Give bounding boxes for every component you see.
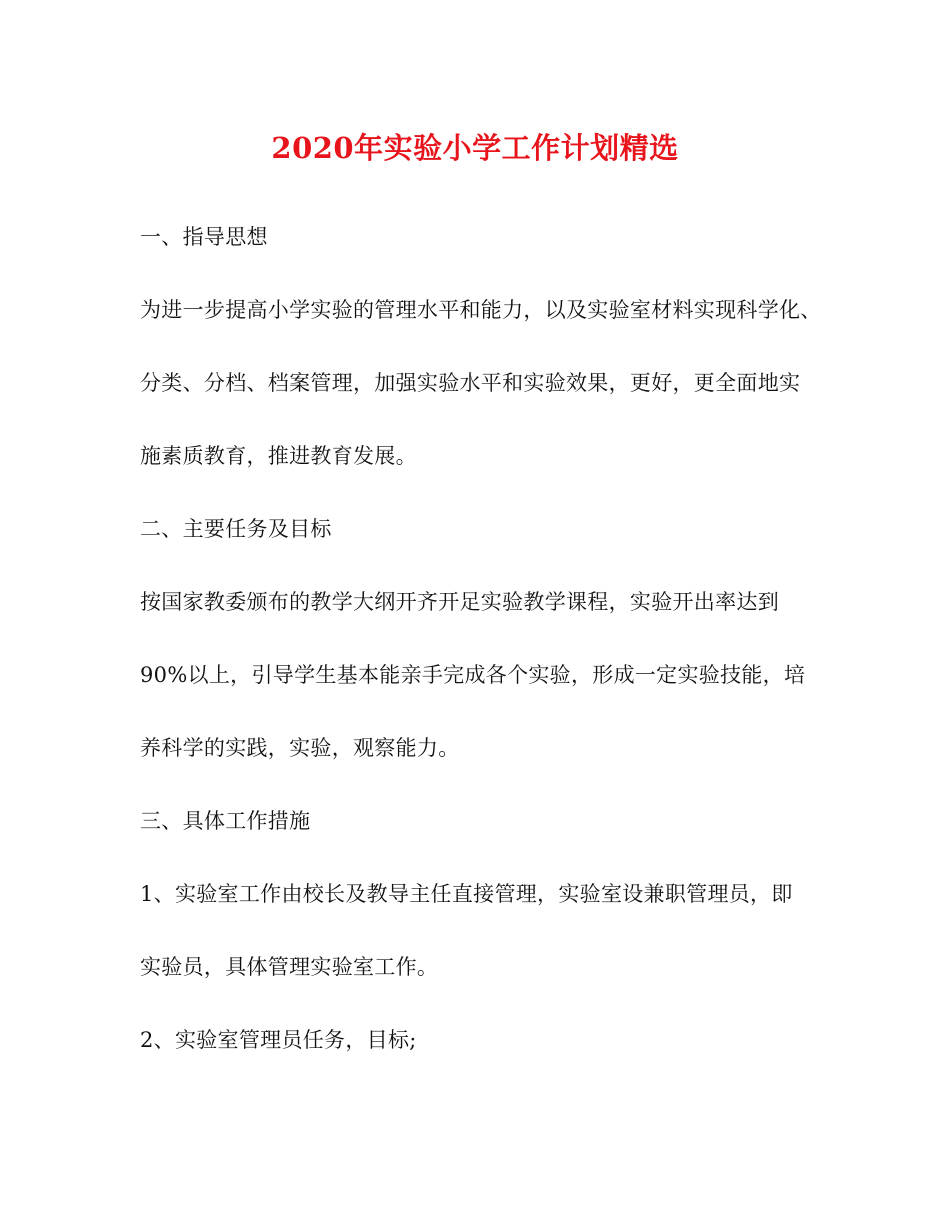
paragraph-line: 90%以上，引导学生基本能亲手完成各个实验，形成一定实验技能，培: [140, 663, 806, 687]
paragraph-line: 1、实验室工作由校长及教导主任直接管理，实验室设兼职管理员，即: [140, 882, 793, 906]
paragraph-line: 实验员，具体管理实验室工作。: [140, 955, 439, 979]
paragraph-line: 2、实验室管理员任务，目标;: [140, 1028, 417, 1052]
paragraph-line: 按国家教委颁布的教学大纲开齐开足实验教学课程，实验开出率达到: [140, 590, 779, 614]
paragraph-line: 养科学的实践，实验，观察能力。: [140, 736, 460, 760]
paragraph-line: 为进一步提高小学实验的管理水平和能力，以及实验室材料实现科学化、: [140, 298, 822, 322]
paragraph-line: 分类、分档、档案管理，加强实验水平和实验效果，更好，更全面地实: [140, 371, 801, 395]
document-title: 2020年实验小学工作计划精选: [271, 131, 679, 165]
section-heading-guiding-thought: 一、指导思想: [140, 225, 268, 249]
paragraph-line: 施素质教育，推进教育发展。: [140, 444, 417, 468]
section-heading-measures: 三、具体工作措施: [140, 809, 311, 833]
section-heading-main-tasks: 二、主要任务及目标: [140, 517, 332, 541]
